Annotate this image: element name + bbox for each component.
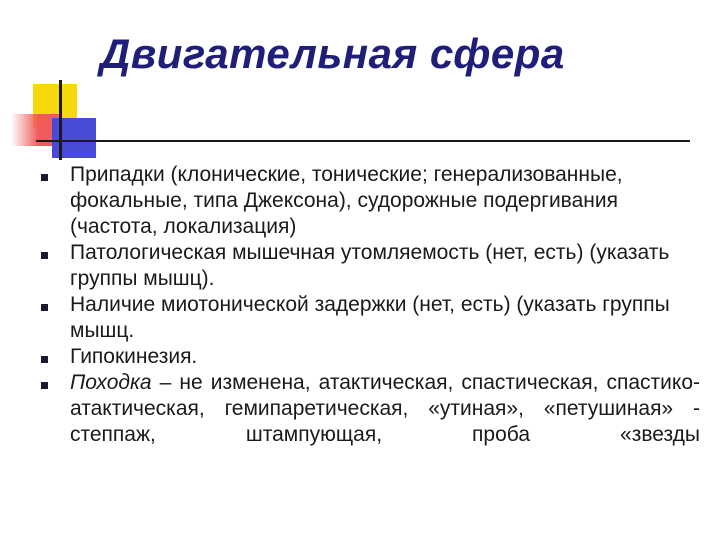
bullet-list xyxy=(40,162,700,448)
gait-term: Походка xyxy=(70,371,152,394)
list-item-text xyxy=(70,370,700,448)
square-bullet-icon xyxy=(41,304,48,311)
list-item-text: Наличие миотонической задержки (нет, есть) (указать группы мышц. xyxy=(70,293,670,342)
gait-description: – не изменена, атактическая, спастическая, спастико-атактическая, гемипаретическая, «утиная», «петушиная» - степпаж, штампующая, проба «звезды xyxy=(70,371,700,446)
decor-vertical-line xyxy=(59,80,62,160)
list-item xyxy=(40,370,700,448)
square-bullet-icon xyxy=(41,356,48,363)
square-bullet-icon xyxy=(41,174,48,181)
list-item xyxy=(40,162,700,240)
list-item xyxy=(40,240,700,292)
square-bullet-icon xyxy=(41,382,48,389)
list-item-text: Гипокинезия. xyxy=(70,345,198,368)
list-item-text: Патологическая мышечная утомляемость (нет, есть) (указать группы мышц). xyxy=(70,241,670,290)
list-item-text: Припадки (клонические, тонические; генерализованные, фокальные, типа Джексона), судорожные подергивания (частота, локализация) xyxy=(70,163,623,238)
list-item xyxy=(40,292,700,344)
title-underline xyxy=(36,140,690,142)
list-item xyxy=(40,344,700,370)
square-bullet-icon xyxy=(41,252,48,259)
slide-title: Двигательная сфера xyxy=(100,30,565,77)
